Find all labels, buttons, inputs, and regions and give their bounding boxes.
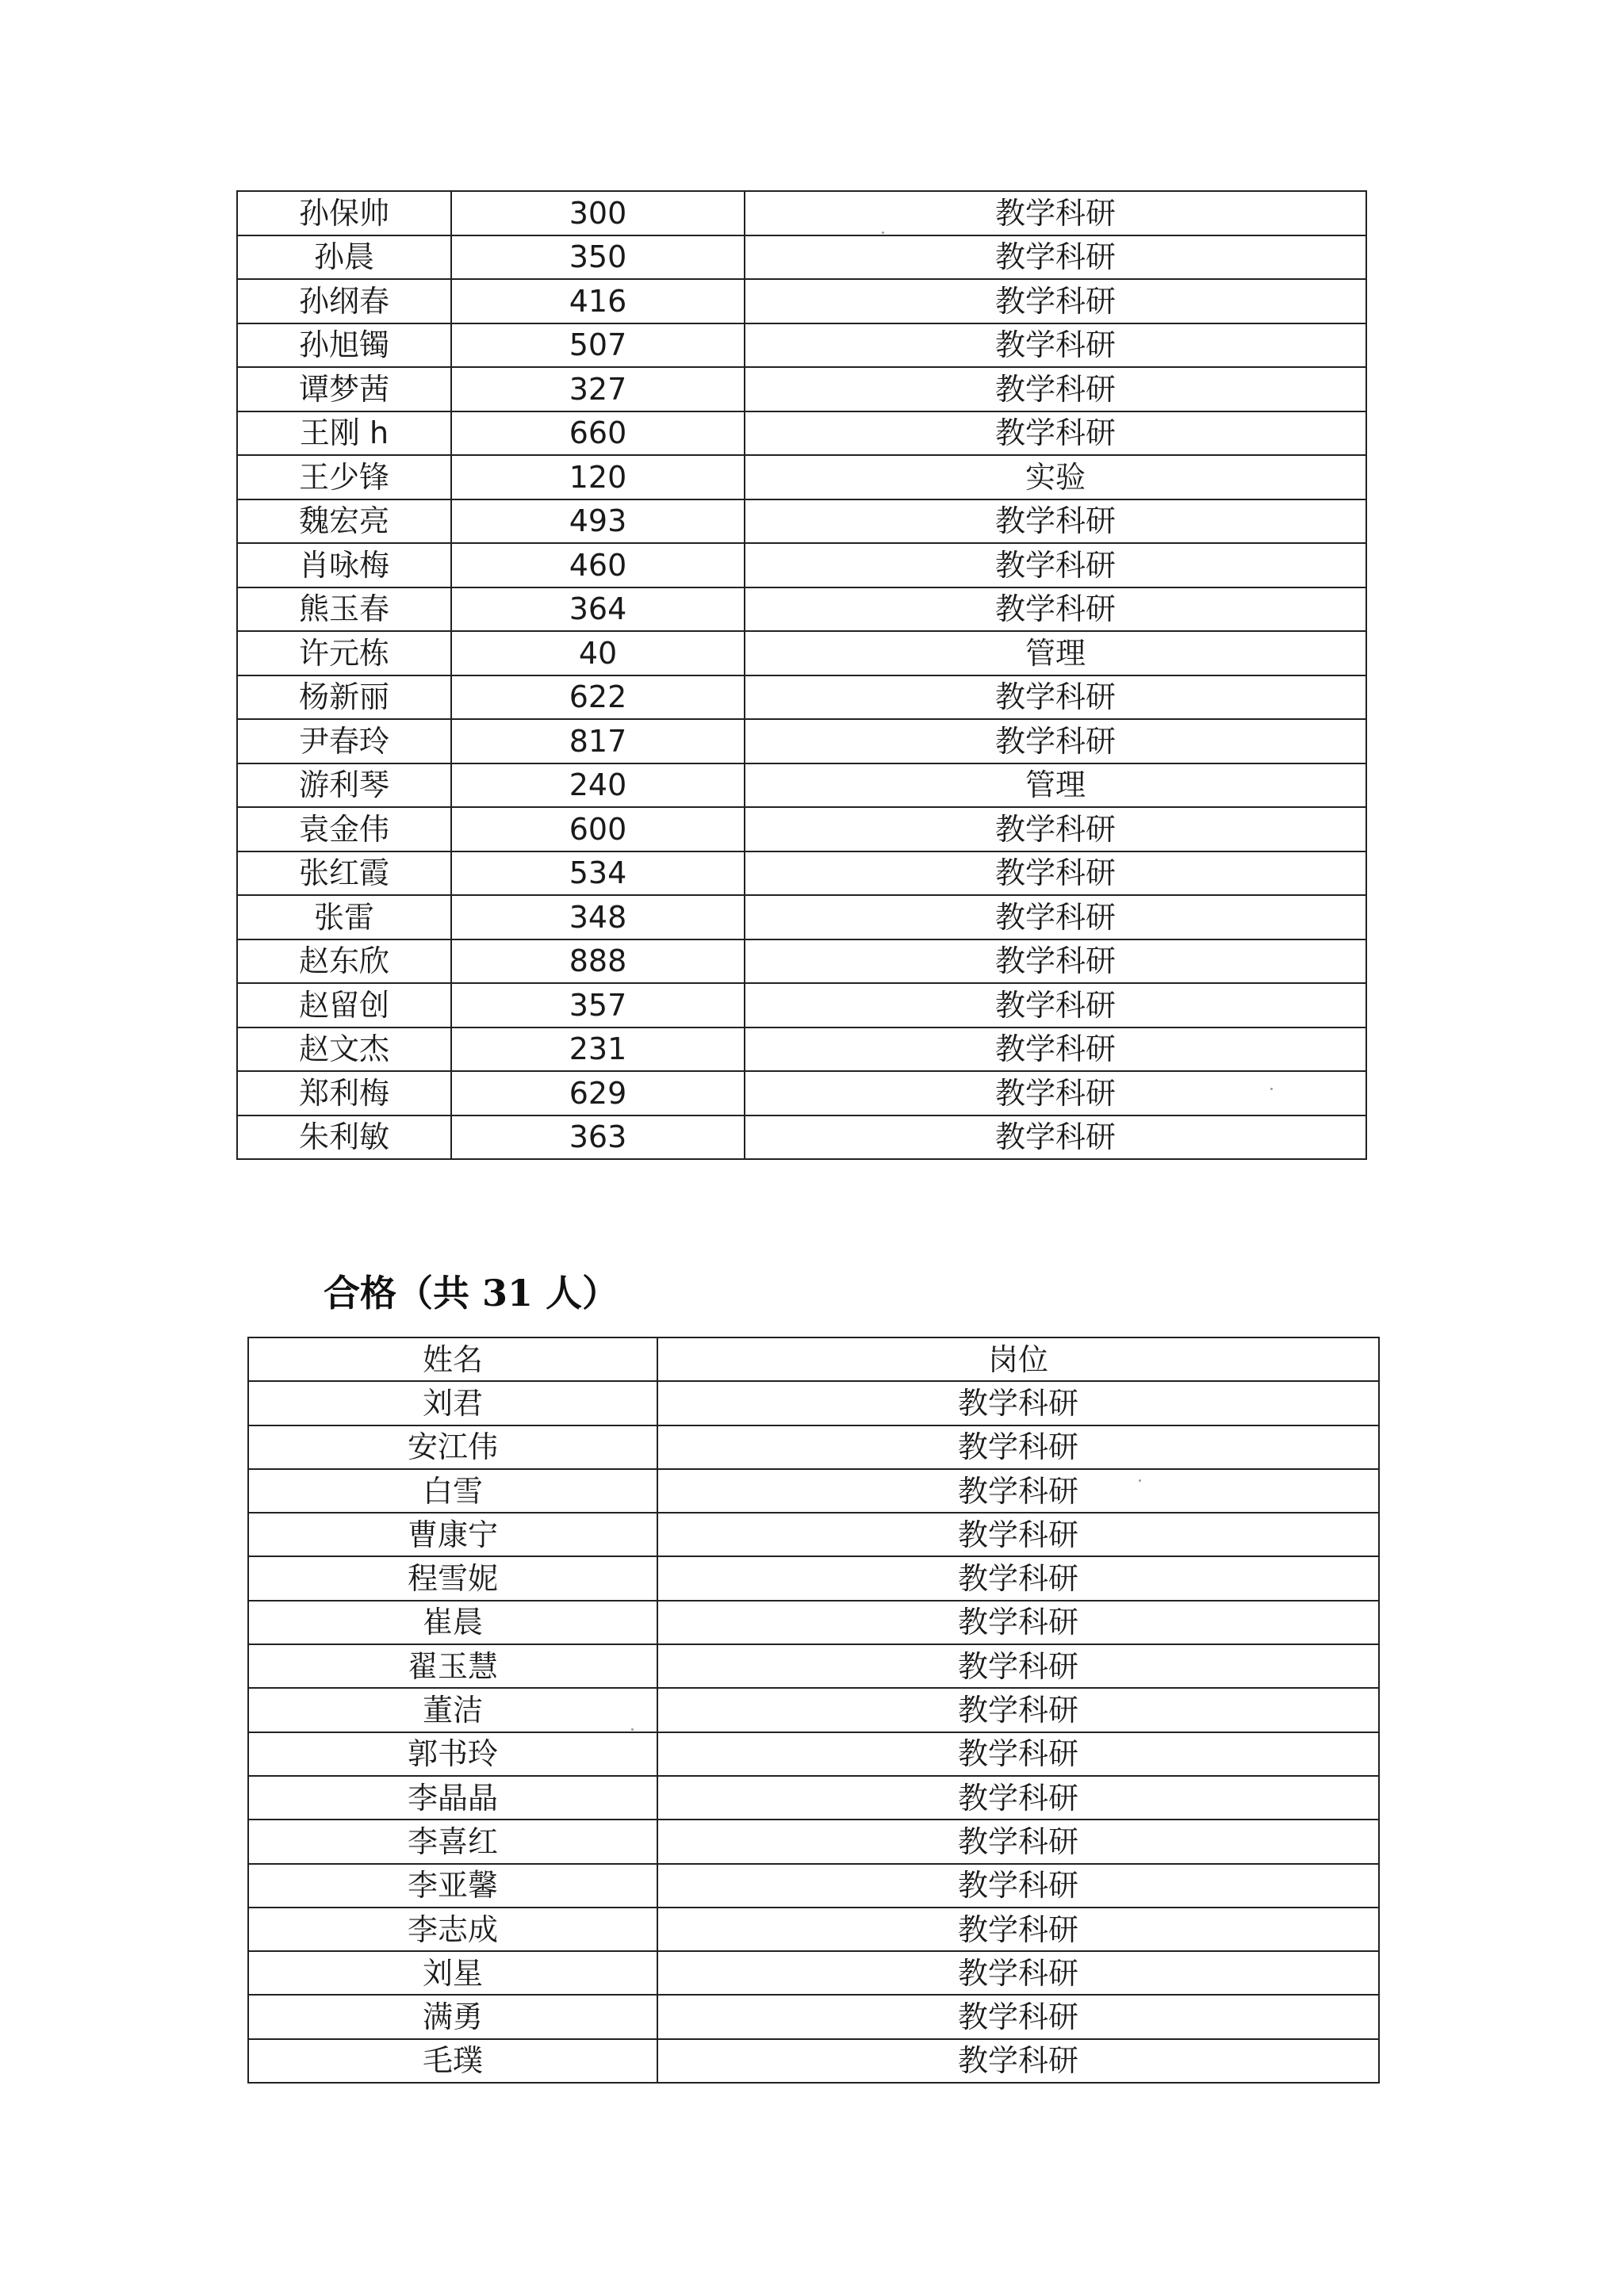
table-row <box>237 719 1366 763</box>
table-row <box>237 235 1366 280</box>
table-row <box>248 1732 1379 1776</box>
table-row <box>248 1776 1379 1820</box>
position-cell: 教学科研 <box>657 1908 1379 1951</box>
person-name-cell: 毛璞 <box>248 2039 657 2083</box>
score-cell: 888 <box>451 939 745 984</box>
person-name-cell: 魏宏亮 <box>237 499 451 544</box>
position-cell: 教学科研 <box>745 1027 1366 1072</box>
score-cell: 817 <box>451 719 745 763</box>
position-cell: 教学科研 <box>745 719 1366 763</box>
header-name: 姓名 <box>248 1337 657 1381</box>
person-name-cell: 王刚 h <box>237 411 451 456</box>
position-cell: 实验 <box>745 455 1366 499</box>
score-cell: 348 <box>451 895 745 939</box>
person-name-cell: 郭书玲 <box>248 1732 657 1776</box>
score-cell: 493 <box>451 499 745 544</box>
person-name-cell: 李志成 <box>248 1908 657 1951</box>
person-name-cell: 孙旭镯 <box>237 323 451 368</box>
table-row <box>237 675 1366 720</box>
position-cell: 教学科研 <box>745 675 1366 720</box>
score-cell: 600 <box>451 807 745 851</box>
table-row <box>237 279 1366 323</box>
person-name-cell: 翟玉慧 <box>248 1644 657 1688</box>
table-row <box>237 543 1366 587</box>
table-row <box>237 587 1366 632</box>
person-name-cell: 李晶晶 <box>248 1776 657 1820</box>
position-cell: 教学科研 <box>657 1776 1379 1820</box>
position-cell: 教学科研 <box>657 1469 1379 1513</box>
score-cell: 622 <box>451 675 745 720</box>
position-cell: 教学科研 <box>657 1732 1379 1776</box>
position-cell: 教学科研 <box>745 939 1366 984</box>
table-row <box>237 191 1366 235</box>
header-position: 岗位 <box>657 1337 1379 1381</box>
position-cell: 教学科研 <box>657 1556 1379 1600</box>
score-cell: 416 <box>451 279 745 323</box>
table-row <box>237 851 1366 896</box>
position-cell: 教学科研 <box>745 323 1366 368</box>
table-row <box>237 807 1366 851</box>
qualified-table-body <box>248 1337 1379 2083</box>
table-row <box>248 1864 1379 1908</box>
person-name-cell: 安江伟 <box>248 1425 657 1469</box>
person-name-cell: 谭梦茜 <box>237 367 451 411</box>
position-cell: 教学科研 <box>745 895 1366 939</box>
position-cell: 管理 <box>745 763 1366 808</box>
position-cell: 教学科研 <box>745 1115 1366 1160</box>
position-cell: 管理 <box>745 631 1366 675</box>
score-cell: 534 <box>451 851 745 896</box>
position-cell: 教学科研 <box>745 807 1366 851</box>
table-row <box>237 983 1366 1027</box>
score-cell: 660 <box>451 411 745 456</box>
table-row <box>237 1115 1366 1160</box>
person-name-cell: 满勇 <box>248 1995 657 2038</box>
table-row <box>237 323 1366 368</box>
position-cell: 教学科研 <box>657 1688 1379 1732</box>
table-row <box>248 1951 1379 1995</box>
person-name-cell: 许元栋 <box>237 631 451 675</box>
table-header-row <box>248 1337 1379 1381</box>
person-name-cell: 赵文杰 <box>237 1027 451 1072</box>
table-row <box>237 631 1366 675</box>
person-name-cell: 刘星 <box>248 1951 657 1995</box>
person-name-cell: 郑利梅 <box>237 1071 451 1115</box>
scores-table <box>236 190 1367 1160</box>
position-cell: 教学科研 <box>657 1951 1379 1995</box>
person-name-cell: 李亚馨 <box>248 1864 657 1908</box>
person-name-cell: 王少锋 <box>237 455 451 499</box>
table-row <box>237 763 1366 808</box>
position-cell: 教学科研 <box>657 1995 1379 2038</box>
position-cell: 教学科研 <box>745 367 1366 411</box>
score-cell: 300 <box>451 191 745 235</box>
person-name-cell: 曹康宁 <box>248 1513 657 1556</box>
person-name-cell: 孙纲春 <box>237 279 451 323</box>
person-name-cell: 赵留创 <box>237 983 451 1027</box>
score-cell: 40 <box>451 631 745 675</box>
scan-speck <box>882 232 884 234</box>
score-cell: 357 <box>451 983 745 1027</box>
person-name-cell: 赵东欣 <box>237 939 451 984</box>
position-cell: 教学科研 <box>657 1820 1379 1863</box>
person-name-cell: 刘君 <box>248 1381 657 1425</box>
table-row <box>237 1027 1366 1072</box>
person-name-cell: 孙保帅 <box>237 191 451 235</box>
position-cell: 教学科研 <box>745 543 1366 587</box>
person-name-cell: 崔晨 <box>248 1601 657 1644</box>
position-cell: 教学科研 <box>745 587 1366 632</box>
table-row <box>237 1071 1366 1115</box>
table-row <box>248 1820 1379 1863</box>
table-row <box>237 939 1366 984</box>
position-cell: 教学科研 <box>745 235 1366 280</box>
position-cell: 教学科研 <box>657 1425 1379 1469</box>
table-row <box>248 1644 1379 1688</box>
score-cell: 231 <box>451 1027 745 1072</box>
score-cell: 350 <box>451 235 745 280</box>
position-cell: 教学科研 <box>745 191 1366 235</box>
person-name-cell: 李喜红 <box>248 1820 657 1863</box>
scan-speck <box>631 1728 634 1731</box>
scan-speck <box>1139 1479 1141 1482</box>
table-row <box>248 1556 1379 1600</box>
score-cell: 507 <box>451 323 745 368</box>
position-cell: 教学科研 <box>745 411 1366 456</box>
position-cell: 教学科研 <box>745 279 1366 323</box>
position-cell: 教学科研 <box>657 1601 1379 1644</box>
table-row <box>248 1908 1379 1951</box>
table-row <box>248 1513 1379 1556</box>
person-name-cell: 张雷 <box>237 895 451 939</box>
score-cell: 240 <box>451 763 745 808</box>
table-row <box>248 1601 1379 1644</box>
person-name-cell: 尹春玲 <box>237 719 451 763</box>
score-cell: 363 <box>451 1115 745 1160</box>
person-name-cell: 白雪 <box>248 1469 657 1513</box>
table-row <box>237 499 1366 544</box>
person-name-cell: 游利琴 <box>237 763 451 808</box>
table-row <box>237 367 1366 411</box>
person-name-cell: 肖咏梅 <box>237 543 451 587</box>
table-row <box>248 2039 1379 2083</box>
person-name-cell: 杨新丽 <box>237 675 451 720</box>
position-cell: 教学科研 <box>657 2039 1379 2083</box>
score-cell: 460 <box>451 543 745 587</box>
table-row <box>248 1995 1379 2038</box>
qualified-table <box>247 1337 1380 2084</box>
table-row <box>248 1688 1379 1732</box>
person-name-cell: 程雪妮 <box>248 1556 657 1600</box>
scores-table-body <box>237 191 1366 1159</box>
position-cell: 教学科研 <box>657 1381 1379 1425</box>
position-cell: 教学科研 <box>745 1071 1366 1115</box>
score-cell: 120 <box>451 455 745 499</box>
table-row <box>248 1381 1379 1425</box>
table-row <box>237 895 1366 939</box>
position-cell: 教学科研 <box>657 1864 1379 1908</box>
table-row <box>248 1425 1379 1469</box>
table-row <box>248 1469 1379 1513</box>
table-row <box>237 455 1366 499</box>
position-cell: 教学科研 <box>745 499 1366 544</box>
table-row <box>237 411 1366 456</box>
person-name-cell: 朱利敏 <box>237 1115 451 1160</box>
person-name-cell: 董洁 <box>248 1688 657 1732</box>
person-name-cell: 孙晨 <box>237 235 451 280</box>
person-name-cell: 张红霞 <box>237 851 451 896</box>
scan-speck <box>1270 1088 1273 1090</box>
score-cell: 629 <box>451 1071 745 1115</box>
position-cell: 教学科研 <box>745 851 1366 896</box>
score-cell: 327 <box>451 367 745 411</box>
position-cell: 教学科研 <box>657 1513 1379 1556</box>
person-name-cell: 熊玉春 <box>237 587 451 632</box>
position-cell: 教学科研 <box>657 1644 1379 1688</box>
score-cell: 364 <box>451 587 745 632</box>
person-name-cell: 袁金伟 <box>237 807 451 851</box>
section-title: 合格（共 31 人） <box>324 1272 619 1314</box>
position-cell: 教学科研 <box>745 983 1366 1027</box>
